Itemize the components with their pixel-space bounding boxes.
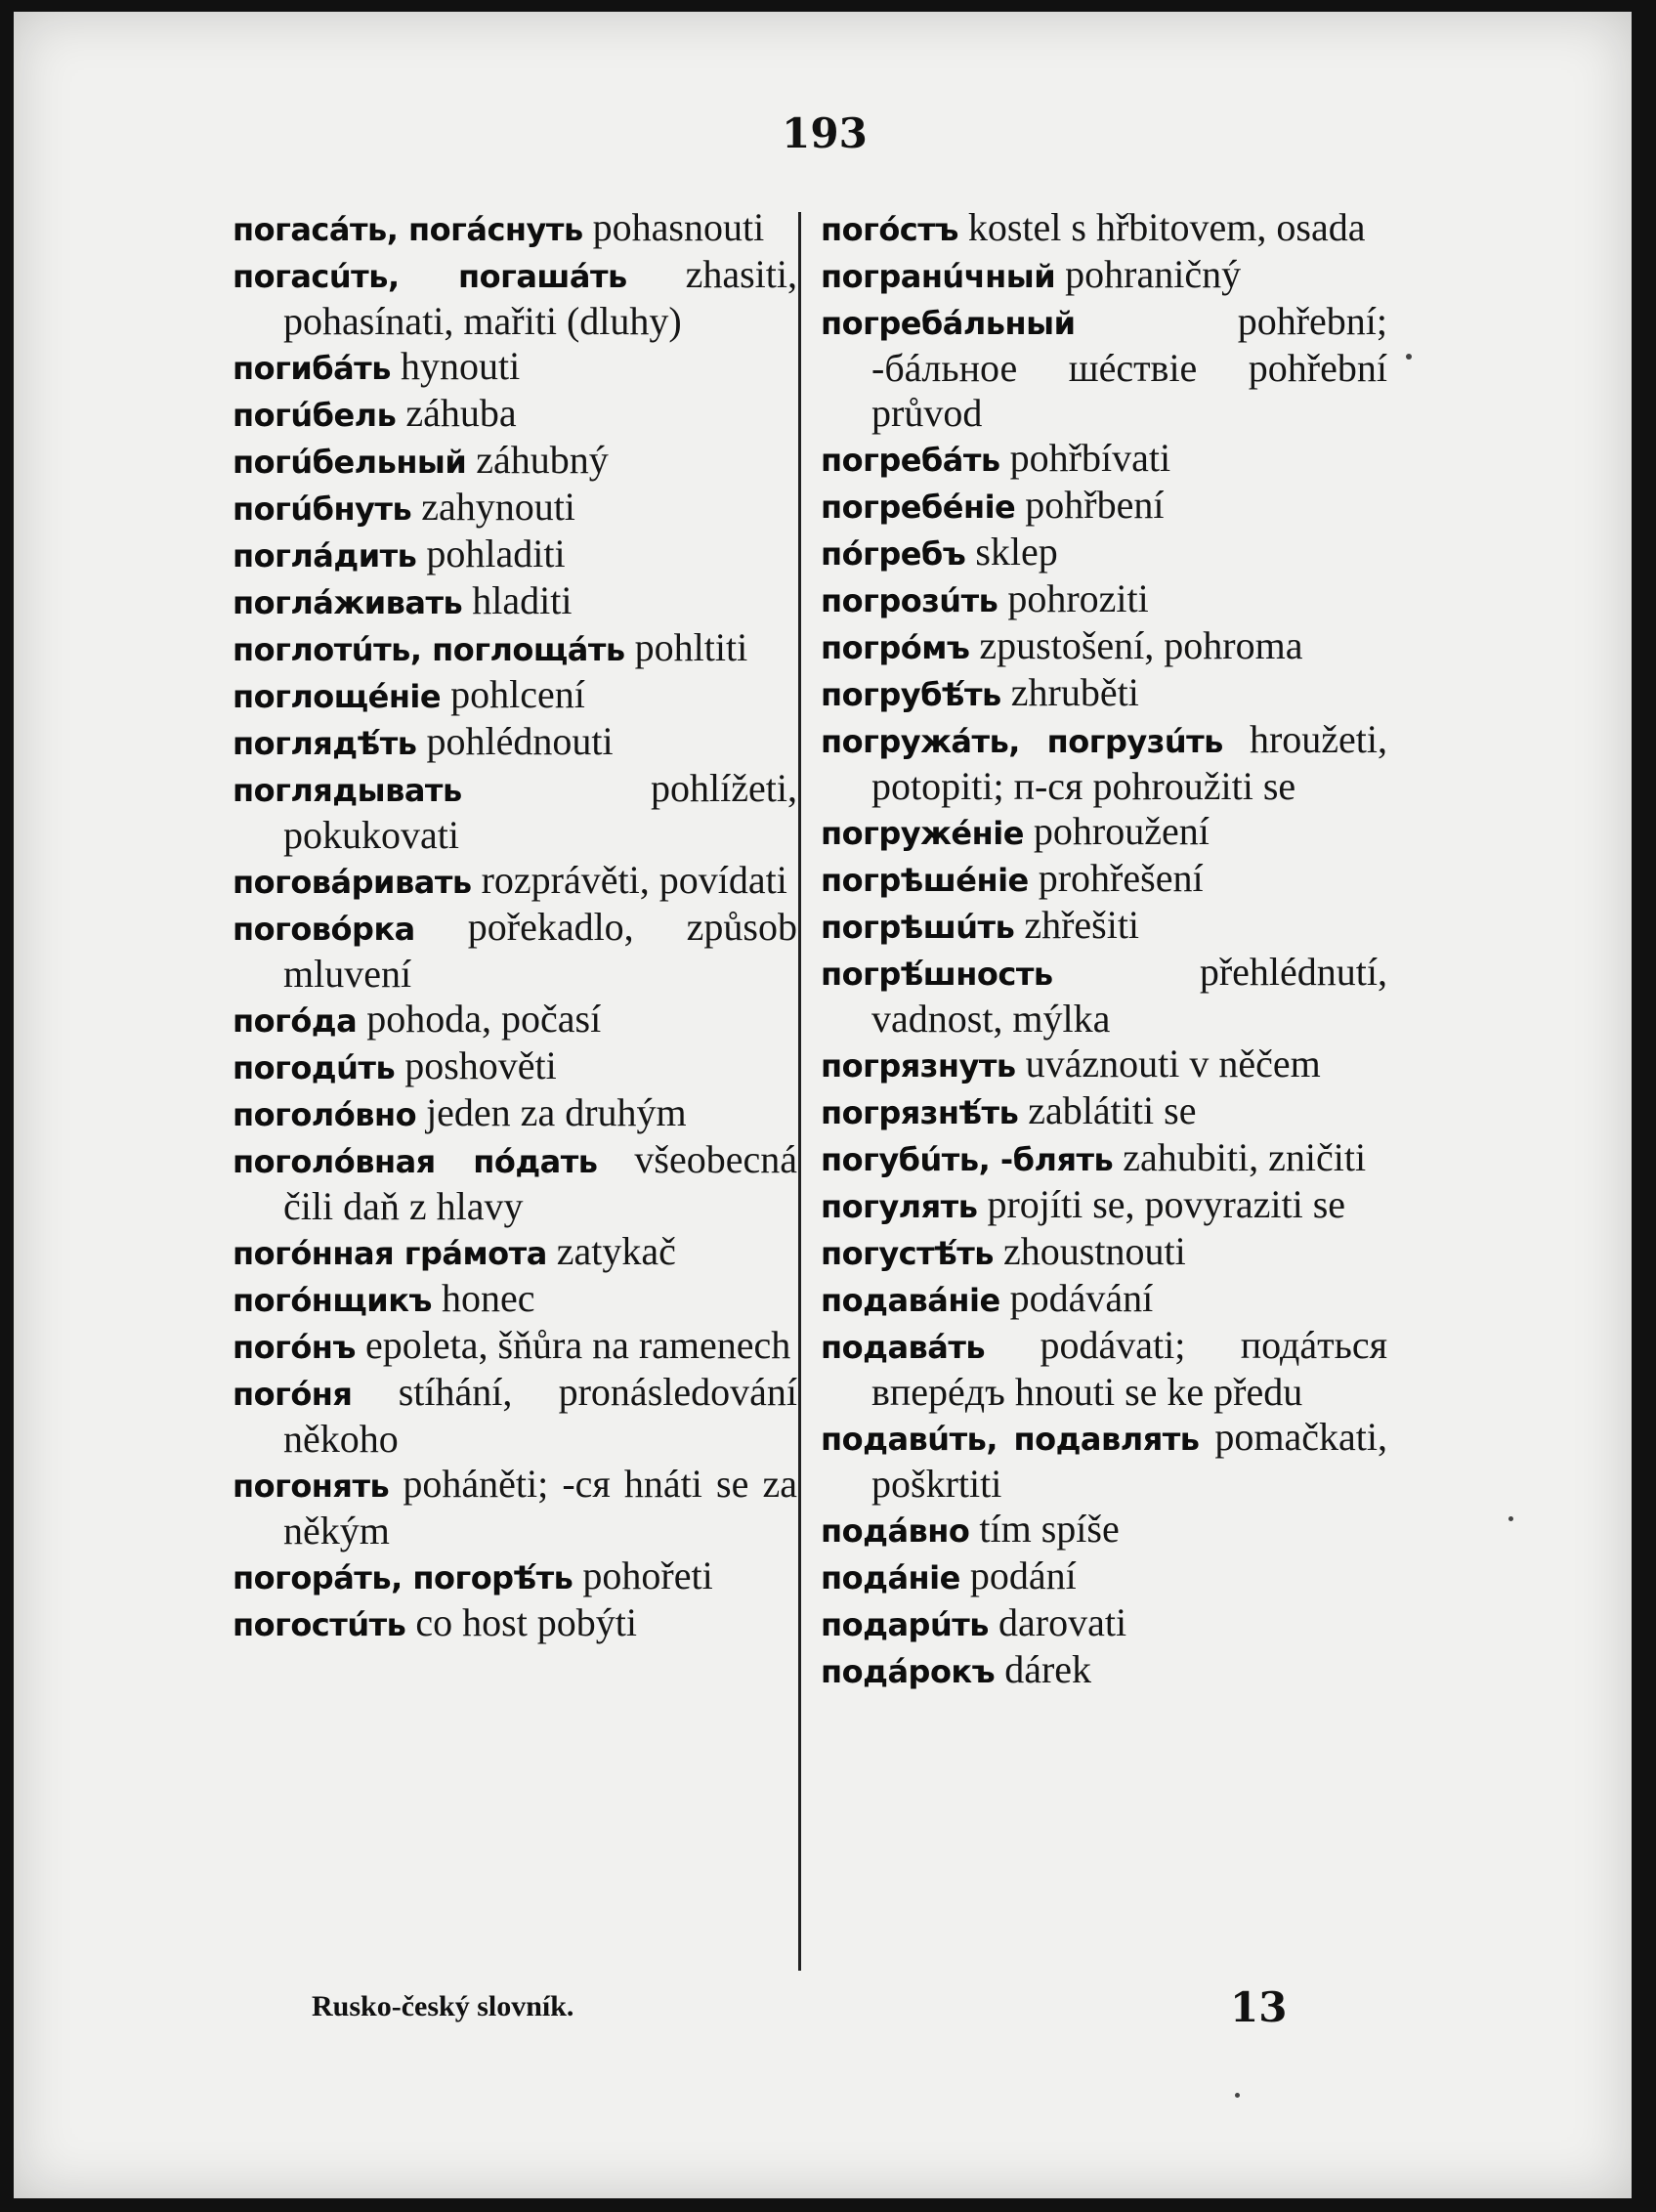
headword: подáніе bbox=[821, 1559, 960, 1596]
dictionary-entry bbox=[821, 1323, 1387, 1415]
dictionary-entry bbox=[233, 438, 797, 485]
dust-speck bbox=[1508, 1516, 1513, 1521]
headword: подавáніе bbox=[821, 1282, 1000, 1319]
definition: zatykač bbox=[546, 1229, 676, 1273]
definition: honec bbox=[431, 1276, 535, 1320]
definition: sklep bbox=[965, 530, 1058, 574]
dictionary-entry bbox=[821, 623, 1387, 670]
definition: zhasiti, pohasínati, mařiti (dluhy) bbox=[283, 252, 797, 343]
definition: tím spíše bbox=[969, 1507, 1120, 1551]
headword: поглядѣ́ть bbox=[233, 725, 417, 762]
headword: поговáривать bbox=[233, 864, 472, 901]
dictionary-entry bbox=[821, 1600, 1387, 1647]
dictionary-entry bbox=[233, 252, 797, 344]
headword: подавáть bbox=[821, 1329, 986, 1366]
headword: погрязнуть bbox=[821, 1047, 1016, 1085]
headword: погрѣ́шность bbox=[821, 956, 1053, 993]
definition: jeden za druhým bbox=[416, 1090, 687, 1134]
dictionary-entry bbox=[821, 205, 1387, 252]
page-number: 193 bbox=[782, 109, 868, 157]
headword: погрозúть bbox=[821, 582, 998, 619]
headword: погибáть bbox=[233, 350, 391, 387]
dictionary-entry bbox=[233, 205, 797, 252]
definition: kostel s hřbitovem, osada bbox=[957, 205, 1366, 249]
definition: podání bbox=[959, 1553, 1077, 1597]
headword: погребáть bbox=[821, 442, 1000, 479]
headword: погóнъ bbox=[233, 1329, 356, 1366]
definition: darovati bbox=[989, 1600, 1127, 1644]
headword: погустѣ́ть bbox=[821, 1235, 995, 1272]
headword: погóня bbox=[233, 1376, 353, 1413]
headword: погóнщикъ bbox=[233, 1282, 432, 1319]
definition: pohřební; -бáльное шéствіе pohřební průvod bbox=[871, 299, 1387, 435]
dictionary-entry bbox=[821, 1182, 1387, 1229]
dictionary-entry bbox=[233, 1043, 797, 1090]
dictionary-entry bbox=[233, 625, 797, 672]
dictionary-entry bbox=[233, 1600, 797, 1647]
definition: pohlížeti, pokukovati bbox=[283, 766, 797, 857]
dictionary-entry bbox=[821, 950, 1387, 1042]
signature-number: 13 bbox=[1230, 1983, 1288, 2031]
definition: pohraničný bbox=[1055, 252, 1242, 296]
headword: погóстъ bbox=[821, 211, 958, 248]
dictionary-entry bbox=[233, 1229, 797, 1276]
dictionary-page bbox=[14, 12, 1632, 2198]
definition: záhuba bbox=[396, 391, 517, 435]
dust-speck bbox=[1406, 354, 1412, 360]
right-column bbox=[821, 205, 1387, 1694]
definition: pohroužení bbox=[1023, 809, 1210, 853]
definition: podávání bbox=[999, 1276, 1154, 1320]
headword: поголóвная пóдать bbox=[233, 1143, 598, 1180]
headword: погубúть, -блять bbox=[821, 1141, 1114, 1178]
definition: rozprávěti, povídati bbox=[471, 858, 787, 902]
dictionary-entry bbox=[821, 1415, 1387, 1507]
dictionary-entry bbox=[233, 344, 797, 391]
definition: hynouti bbox=[390, 344, 521, 388]
definition: zhruběti bbox=[1000, 670, 1139, 714]
dictionary-entry bbox=[821, 856, 1387, 903]
definition: pohroziti bbox=[998, 576, 1149, 620]
headword: подáрокъ bbox=[821, 1653, 996, 1690]
headword: погранúчный bbox=[821, 258, 1056, 295]
definition: poshověti bbox=[395, 1043, 557, 1087]
dictionary-entry bbox=[233, 1323, 797, 1370]
headword: поглощéніе bbox=[233, 678, 442, 715]
dictionary-entry bbox=[821, 903, 1387, 950]
dictionary-entry bbox=[821, 809, 1387, 856]
headword: погасúть, погашáть bbox=[233, 258, 627, 295]
dictionary-entry bbox=[233, 672, 797, 719]
headword: поговóрка bbox=[233, 911, 415, 948]
dictionary-entry bbox=[233, 1462, 797, 1553]
dictionary-entry bbox=[821, 252, 1387, 299]
dictionary-entry bbox=[233, 719, 797, 766]
dictionary-entry bbox=[821, 717, 1387, 809]
dictionary-entry bbox=[233, 1553, 797, 1600]
dictionary-entry bbox=[821, 483, 1387, 530]
headword: погрóмъ bbox=[821, 629, 970, 666]
headword: погулять bbox=[821, 1188, 978, 1225]
definition: poháněti; -ся hnáti se za někým bbox=[283, 1462, 797, 1553]
definition: pohřbívati bbox=[999, 436, 1171, 480]
dictionary-entry bbox=[821, 1135, 1387, 1182]
dictionary-entry bbox=[233, 905, 797, 997]
definition: pohlcení bbox=[441, 672, 585, 716]
dictionary-entry bbox=[821, 299, 1387, 436]
headword: погодúть bbox=[233, 1049, 396, 1086]
definition: podávati; подáться вперéдъ hnouti se ke předu bbox=[871, 1323, 1387, 1414]
dictionary-entry bbox=[821, 1276, 1387, 1323]
definition: přehlédnutí, vadnost, mýlka bbox=[871, 950, 1387, 1041]
definition: zahubiti, zničiti bbox=[1113, 1135, 1367, 1179]
definition: zhoustnouti bbox=[994, 1229, 1186, 1273]
definition: projíti se, povyraziti se bbox=[977, 1182, 1346, 1226]
definition: pohladiti bbox=[416, 532, 566, 575]
definition: pomačkati, poškrtiti bbox=[871, 1415, 1387, 1506]
definition: zhřešiti bbox=[1014, 903, 1140, 947]
definition: zablátiti se bbox=[1018, 1088, 1197, 1132]
definition: co host pobýti bbox=[405, 1600, 638, 1644]
dictionary-entry bbox=[821, 1553, 1387, 1600]
headword: подарúть bbox=[821, 1606, 989, 1643]
headword: погрѣшúть bbox=[821, 909, 1015, 946]
definition: pohltiti bbox=[624, 625, 748, 669]
headword: подáвно bbox=[821, 1512, 970, 1550]
definition: zahynouti bbox=[411, 485, 575, 529]
headword: поголóвно bbox=[233, 1096, 417, 1133]
headword: погонять bbox=[233, 1468, 390, 1505]
headword: погрѣшéніе bbox=[821, 862, 1029, 899]
headword: погúбельный bbox=[233, 444, 467, 481]
headword: погúбель bbox=[233, 397, 397, 434]
headword: погóда bbox=[233, 1002, 358, 1040]
headword: поглáживать bbox=[233, 584, 463, 621]
definition: všeobecná čili daň z hlavy bbox=[283, 1137, 797, 1228]
headword: поглядывать bbox=[233, 772, 462, 809]
definition: pořekadlo, způsob mluvení bbox=[283, 905, 797, 996]
definition: stíhání, pronásledování někoho bbox=[283, 1370, 797, 1461]
dictionary-entry bbox=[233, 578, 797, 625]
dictionary-entry bbox=[233, 858, 797, 905]
dictionary-entry bbox=[233, 391, 797, 438]
dust-speck bbox=[1235, 2093, 1240, 2098]
headword: погрязнѣ́ть bbox=[821, 1094, 1019, 1131]
left-column bbox=[233, 205, 797, 1647]
definition: pohořeti bbox=[573, 1553, 713, 1597]
definition: dárek bbox=[995, 1647, 1092, 1691]
dictionary-entry bbox=[821, 1647, 1387, 1694]
headword: поглáдить bbox=[233, 537, 417, 574]
definition: hroužeti, potopiti; п-ся pohroužiti se bbox=[871, 717, 1387, 808]
definition: pohasnouti bbox=[582, 205, 765, 249]
headword: погúбнуть bbox=[233, 490, 412, 528]
dictionary-entry bbox=[233, 532, 797, 578]
dictionary-entry bbox=[821, 1042, 1387, 1088]
headword: поглотúть, поглощáть bbox=[233, 631, 625, 668]
dictionary-entry bbox=[233, 997, 797, 1043]
dictionary-entry bbox=[821, 670, 1387, 717]
dictionary-entry bbox=[821, 1507, 1387, 1553]
footer-title: Rusko-český slovník. bbox=[312, 1990, 574, 2022]
definition: záhubný bbox=[466, 438, 609, 482]
headword: погружáть, погрузúть bbox=[821, 723, 1223, 760]
definition: hladiti bbox=[462, 578, 573, 622]
headword: погасáть, погáснуть bbox=[233, 211, 583, 248]
definition: pohřbení bbox=[1015, 483, 1165, 527]
headword: погребáльный bbox=[821, 305, 1076, 342]
dictionary-entry bbox=[233, 1137, 797, 1229]
definition: epoleta, šňůra na ramenech bbox=[355, 1323, 791, 1367]
headword: погорáть, погорѣ́ть bbox=[233, 1559, 573, 1596]
dictionary-entry bbox=[821, 436, 1387, 483]
dictionary-entry bbox=[233, 1370, 797, 1462]
definition: prohřešení bbox=[1028, 856, 1204, 900]
dictionary-entry bbox=[821, 576, 1387, 623]
definition: uváznouti v něčem bbox=[1015, 1042, 1321, 1085]
headword: погóнная грáмота bbox=[233, 1235, 547, 1272]
dictionary-entry bbox=[233, 485, 797, 532]
dictionary-entry bbox=[233, 1090, 797, 1137]
headword: подавúть, подавлять bbox=[821, 1421, 1200, 1458]
definition: zpustošení, pohroma bbox=[969, 623, 1303, 667]
headword: погостúть bbox=[233, 1606, 406, 1643]
headword: погребéніе bbox=[821, 489, 1016, 526]
headword: пóгребъ bbox=[821, 535, 966, 573]
headword: погрубѣ́ть bbox=[821, 676, 1001, 713]
column-divider bbox=[798, 212, 801, 1971]
dictionary-entry bbox=[233, 1276, 797, 1323]
definition: pohoda, počasí bbox=[357, 997, 602, 1041]
dictionary-entry bbox=[821, 1088, 1387, 1135]
definition: pohlédnouti bbox=[416, 719, 614, 763]
dictionary-entry bbox=[821, 530, 1387, 576]
dictionary-entry bbox=[821, 1229, 1387, 1276]
dictionary-entry bbox=[233, 766, 797, 858]
headword: погружéніе bbox=[821, 815, 1024, 852]
